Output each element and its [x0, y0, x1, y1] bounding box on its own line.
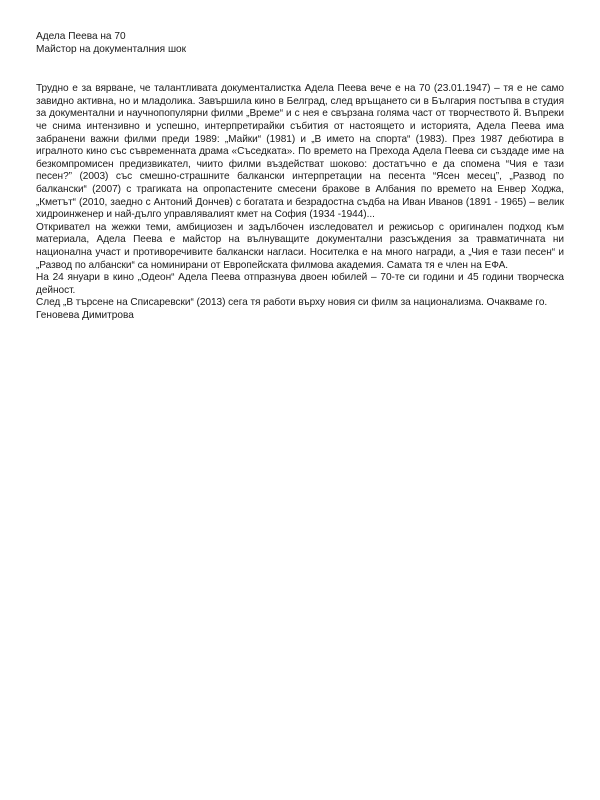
article-subtitle: Майстор на документалния шок — [36, 43, 187, 55]
article — [36, 31, 564, 322]
article-title: Адела Пеева на 70 — [36, 31, 126, 42]
article-paragraph: Трудно е за вярване, че талантливата документалистка Адела Пеева вече е на 70 (23.01.1947) – тя е не само завидно активна, но и младолика. Завършила кино в Белград, след връщането си в България постъпва в студия за документални и научнопопулярни филми „Време“ и с нея е свързана голяма част от творчеството й. Въпреки че снима интензивно и успешно, интерпретирайки събития от настоящето и историята, Адела Пеева има забранени важни филми преди 1989: „Майки“ (1981) и „В името на спорта“ (1983). През 1987 дебютира в игралното кино със съвременната драма «Съседката». По времето на Прехода Адела Пеева си създаде име на безкомпромисен предизвикател, чиито филми въздействат шоково: достатъчно е да спомена “Чия е тази песен?” (2003) със смешно-страшните балкански интерпретации на песента “Ясен месец”, „Развод по балкански“ (2007) с трагиката на опропастените смесени бракове в Албания по времето на Енвер Ходжа, „Кметът“ (2010, заедно с Антоний Дончев) с богатата и безрадостна съдба на Иван Иванов (1891 - 1965) – велик хидроинженер и най-дълго управлявалият кмет на София (1934 -1944)... — [36, 83, 564, 221]
article-paragraph: Откривател на жежки теми, амбициозен и задълбочен изследовател и режисьор с оригинален подход към материала, Адела Пеева е майстор на вълнуващите документални разсъждения за травматичната ни национална участ и противоречивите балкански нагласи. Носителка е на много награди, а „Чия е тази песен“ и „Развод по албански“ са номинирани от Европейската филмова академия. Самата тя е член на ЕФА. — [36, 221, 564, 271]
article-header — [36, 31, 564, 56]
article-paragraph: На 24 януари в кино „Одеон“ Адела Пеева отпразнува двоен юбилей – 70-те си години и 45 години творческа дейност. — [36, 272, 564, 296]
author-signature: Геновева Димитрова — [36, 309, 134, 321]
article-paragraph: След „В търсене на Списаревски“ (2013) сега тя работи върху новия си филм за национализма. Очакваме го. — [36, 297, 548, 309]
